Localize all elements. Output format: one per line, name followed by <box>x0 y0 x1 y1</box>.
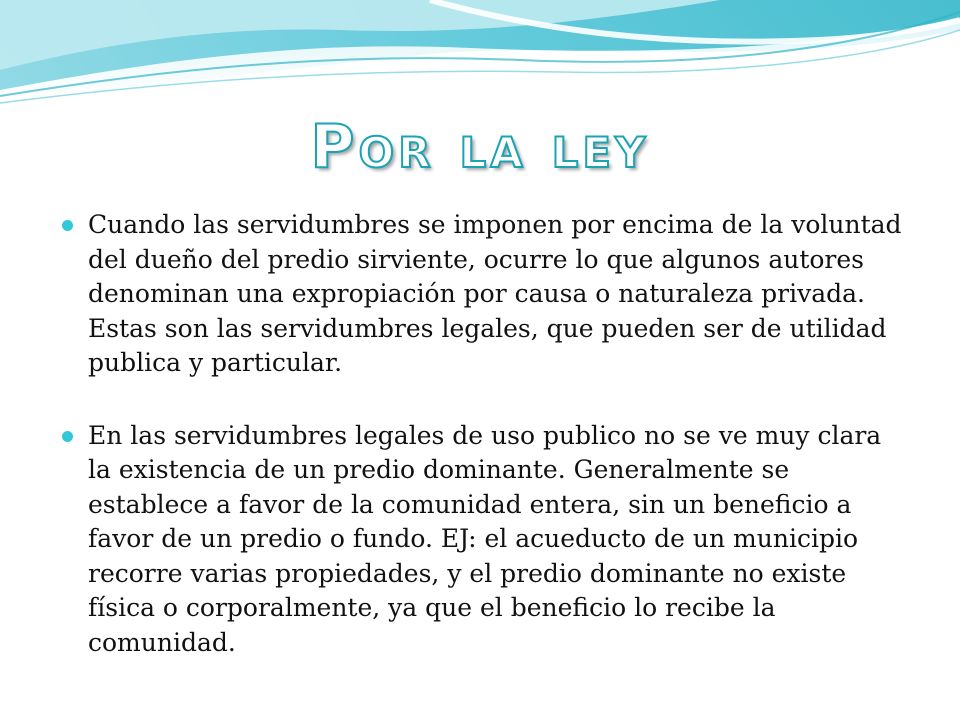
bullet-list <box>60 208 910 698</box>
bullet-text: En las servidumbres legales de uso publico no se ve muy clara la existencia de un predio dominante. Generalmente se establece a favor de la comunidad entera, sin un beneficio a favor de un predio o fundo. EJ: el acueducto de un municipio recorre varias propiedades, y el predio dominante no existe física o corporalmente, ya que el beneficio lo recibe la comunidad. <box>88 420 882 657</box>
bullet-item <box>60 419 910 661</box>
bullet-dot-icon <box>62 220 73 231</box>
bullet-text: Cuando las servidumbres se imponen por encima de la voluntad del dueño del predio sirviente, ocurre lo que algunos autores denominan una expropiación por causa o naturaleza privada. Estas son las servidumbres legales, que pueden ser de utilidad publica y particular. <box>88 210 902 377</box>
slide-title: Por la ley <box>310 112 650 182</box>
header-wave-decoration <box>0 0 960 120</box>
bullet-item <box>60 208 910 381</box>
bullet-dot-icon <box>62 431 73 442</box>
